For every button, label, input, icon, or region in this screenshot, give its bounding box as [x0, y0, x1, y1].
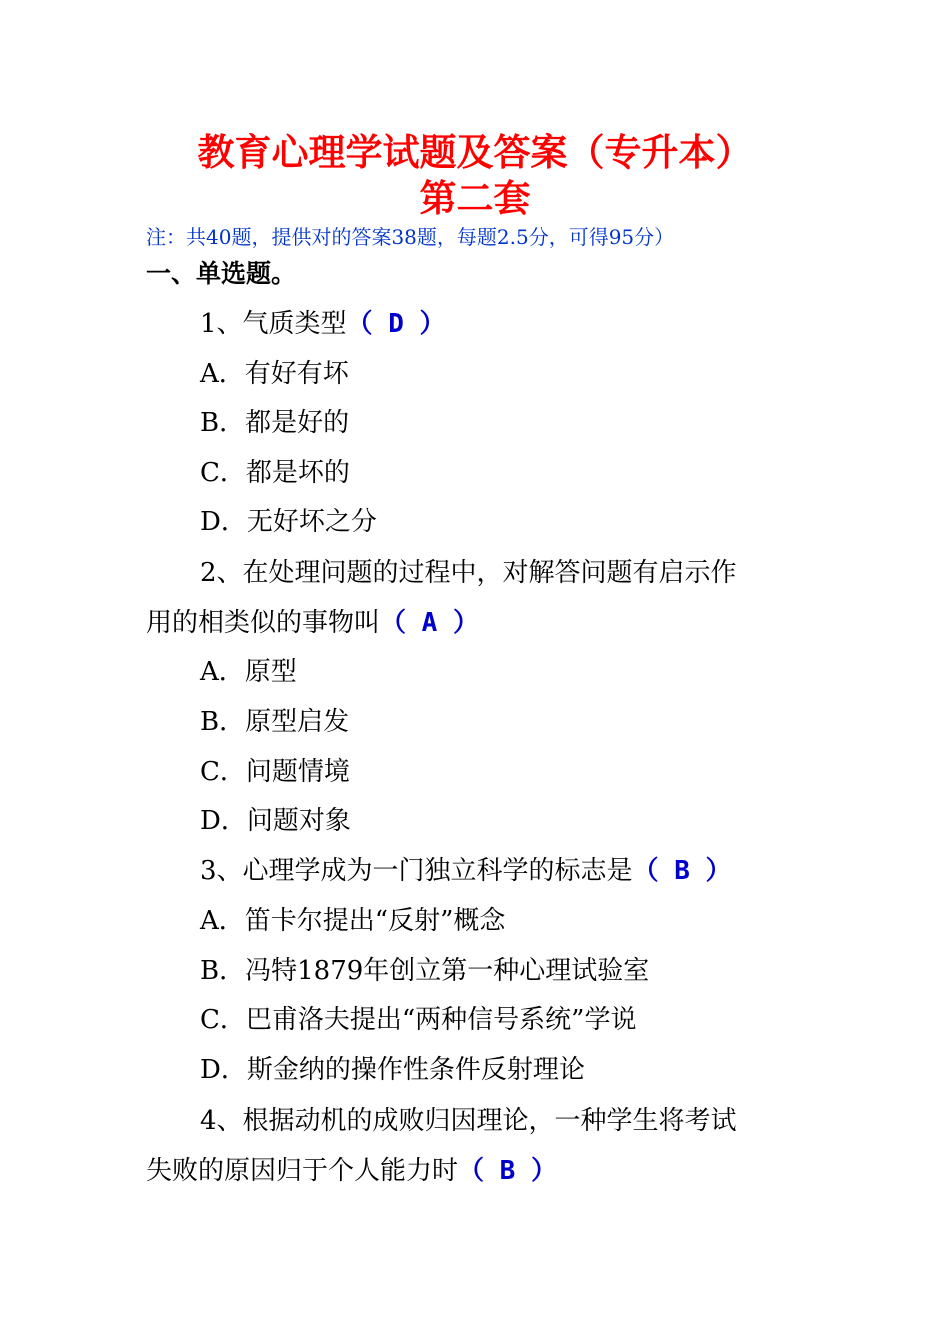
- question-answer: （ B ）: [632, 856, 732, 886]
- question-3-option-b: B．冯特1879年创立第一种心理试验室: [200, 956, 650, 986]
- question-2-stem-line2: [146, 606, 479, 640]
- question-4-stem-line2: [146, 1154, 557, 1188]
- question-text: 3、心理学成为一门独立科学的标志是: [200, 856, 633, 886]
- document-title: 教育心理学试题及答案（专升本）: [197, 130, 753, 174]
- question-answer: （ A ）: [380, 608, 479, 638]
- question-2-stem-line1: 2、在处理问题的过程中，对解答问题有启示作: [200, 558, 737, 588]
- question-text: 用的相类似的事物叫: [146, 608, 381, 638]
- question-answer: （ B ）: [458, 1156, 557, 1186]
- question-1-option-c: C．都是坏的: [200, 458, 350, 488]
- question-1-option-b: B．都是好的: [200, 408, 350, 438]
- question-answer: （ D ）: [346, 309, 446, 339]
- question-text: 失败的原因归于个人能力时: [146, 1156, 459, 1186]
- question-2-option-b: B．原型启发: [200, 707, 350, 737]
- question-4-stem-line1: 4、根据动机的成败归因理论，一种学生将考试: [200, 1106, 737, 1136]
- question-3-option-c: C．巴甫洛夫提出“两种信号系统”学说: [200, 1005, 637, 1035]
- question-1-option-a: A．有好有坏: [200, 359, 349, 389]
- section-heading: 一、单选题。: [146, 259, 297, 288]
- question-2-option-d: D．问题对象: [200, 806, 351, 836]
- scoring-note: 注：共40题，提供对的答案38题，每题2.5分，可得95分）: [146, 225, 675, 249]
- question-text: 1、气质类型: [200, 309, 347, 339]
- question-2-option-c: C．问题情境: [200, 757, 350, 787]
- question-3-option-a: A．笛卡尔提出“反射”概念: [200, 906, 506, 936]
- question-1-option-d: D．无好坏之分: [200, 507, 377, 537]
- question-2-option-a: A．原型: [200, 657, 297, 687]
- document-subtitle: 第二套: [419, 176, 531, 220]
- question-1-stem: [200, 307, 446, 341]
- question-3-option-d: D．斯金纳的操作性条件反射理论: [200, 1055, 585, 1085]
- question-3-stem: [200, 854, 732, 888]
